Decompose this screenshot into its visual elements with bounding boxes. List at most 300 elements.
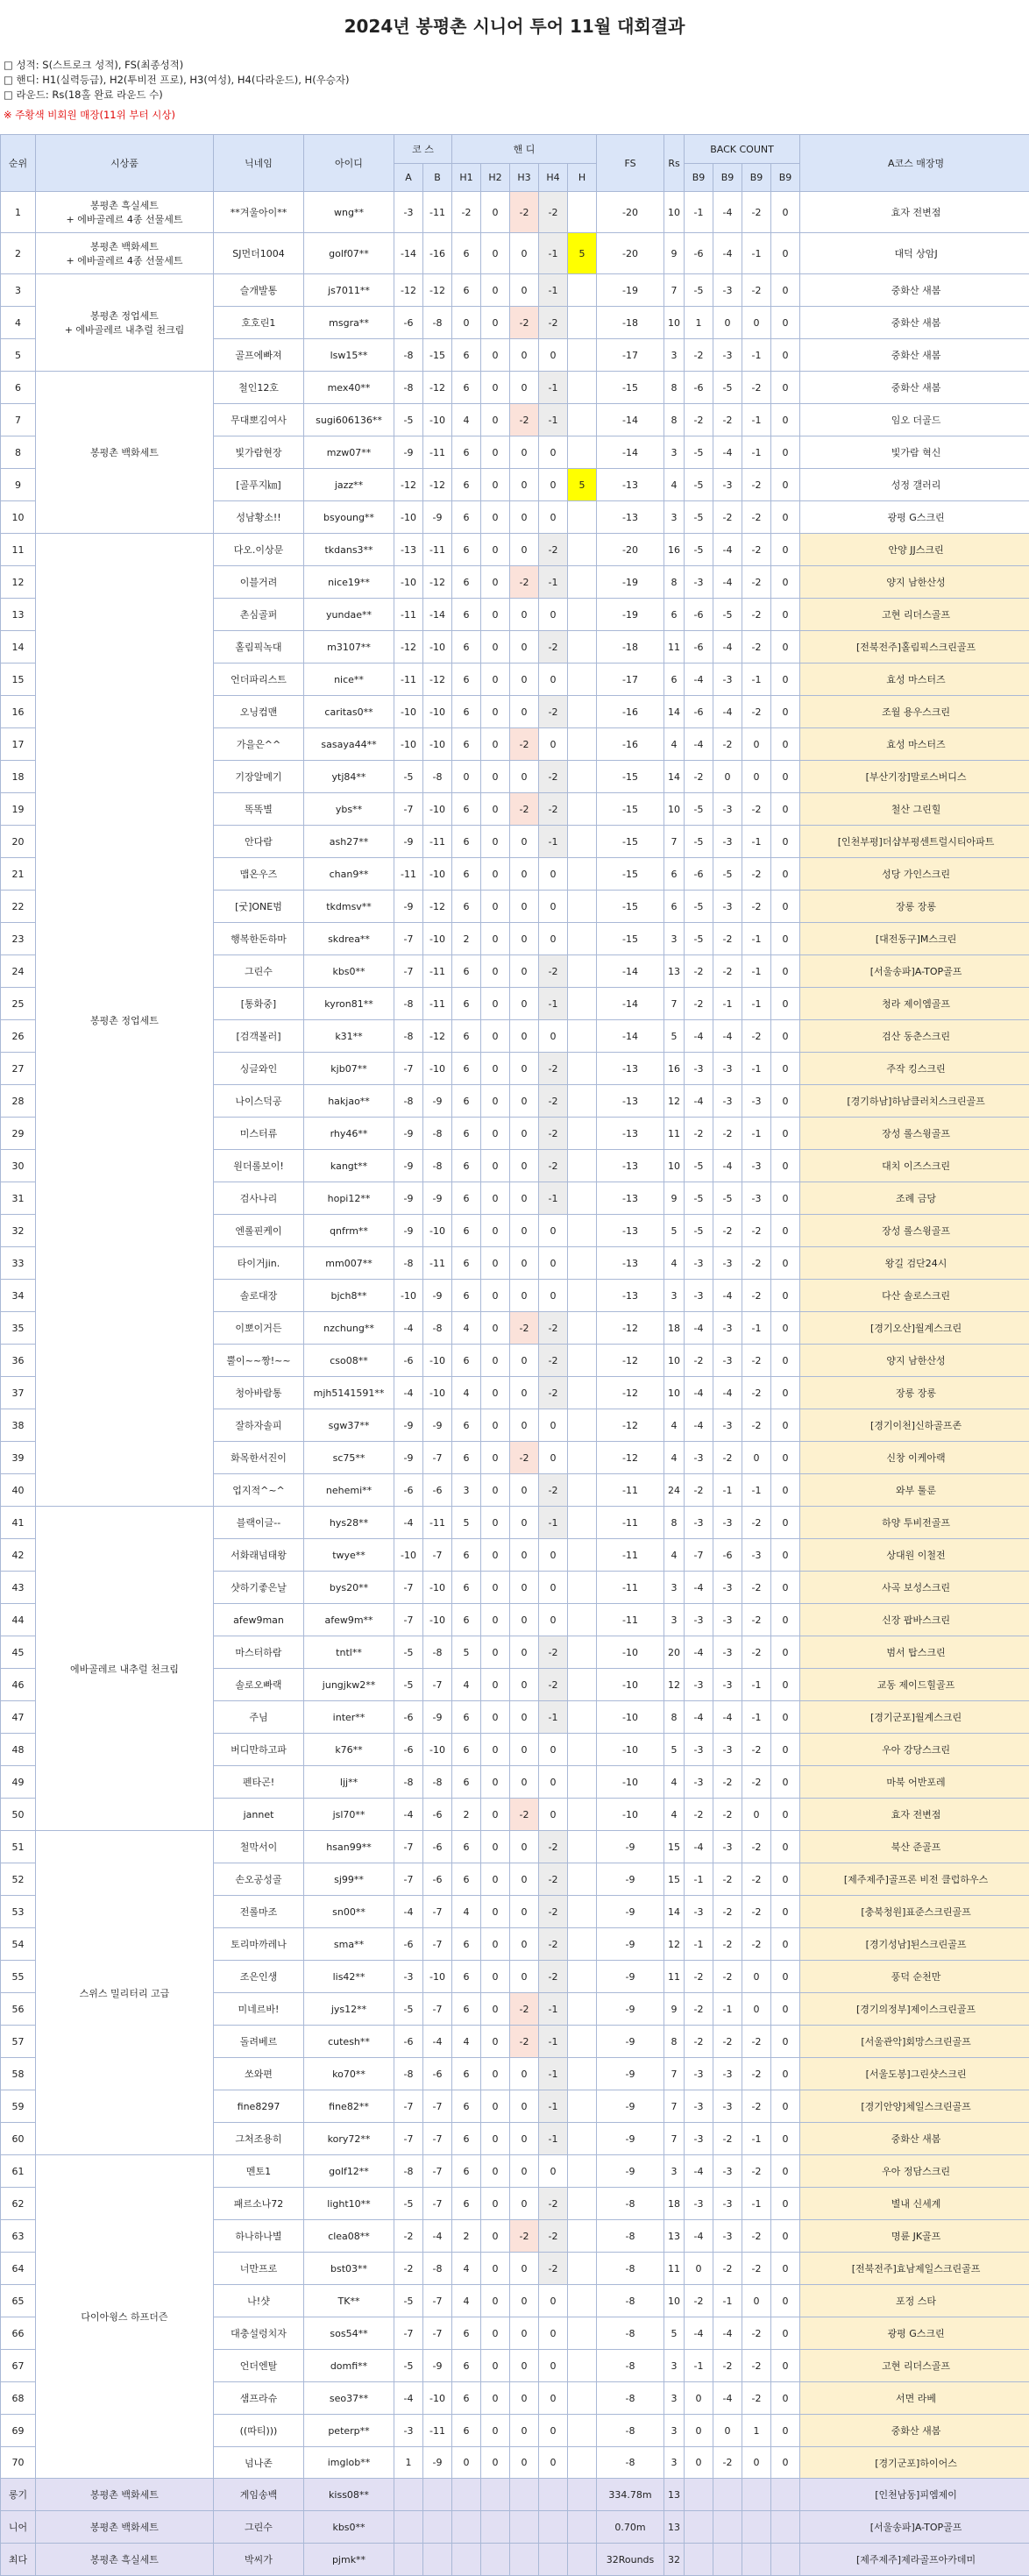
- course-a-cell: -6: [394, 2026, 423, 2058]
- nickname-cell: 넘나존: [214, 2447, 304, 2479]
- h3-cell: 0: [510, 2415, 539, 2447]
- course-a-cell: -5: [394, 2188, 423, 2220]
- h4-cell: 0: [539, 664, 568, 696]
- h4-cell: -2: [539, 1345, 568, 1377]
- id-cell: msgra**: [304, 307, 394, 339]
- h2-cell: 0: [481, 436, 510, 469]
- b9-cell: -2: [713, 1442, 742, 1474]
- winner-h-cell: [568, 1280, 597, 1312]
- course-a-cell: -5: [394, 1993, 423, 2026]
- b9-cell: -1: [742, 404, 771, 436]
- h3-cell: 0: [510, 923, 539, 955]
- rs-cell: 6: [664, 858, 685, 891]
- rank-cell: 21: [1, 858, 36, 891]
- note-score: □ 성적: S(스트로크 성적), FS(최종성적): [4, 58, 350, 73]
- course-b-cell: -8: [423, 1150, 452, 1182]
- nickname-cell: afew9man: [214, 1604, 304, 1636]
- b9-cell: 0: [771, 1896, 800, 1928]
- b9-cell: -1: [713, 1993, 742, 2026]
- h2-cell: 0: [481, 1442, 510, 1474]
- nickname-cell: 패르소나72: [214, 2188, 304, 2220]
- nickname-cell: 서화래넘태왕: [214, 1539, 304, 1572]
- fs-cell: -17: [597, 664, 664, 696]
- b9-cell: 0: [771, 1993, 800, 2026]
- rs-cell: 8: [664, 404, 685, 436]
- h2-cell: 0: [481, 1409, 510, 1442]
- h1-cell: 6: [452, 599, 481, 631]
- nickname-cell: [골푸지㎞]: [214, 469, 304, 501]
- h4-cell: -2: [539, 2220, 568, 2253]
- h4-cell: 0: [539, 436, 568, 469]
- h3-cell: 0: [510, 1507, 539, 1539]
- rank-cell: 2: [1, 233, 36, 274]
- h1-cell: 6: [452, 372, 481, 404]
- rank-cell: 57: [1, 2026, 36, 2058]
- b9-cell: 0: [771, 2123, 800, 2155]
- nickname-cell: 오닝컴맨: [214, 696, 304, 728]
- store-cell: [경기하남]하남클러치스크린골프: [800, 1085, 1029, 1118]
- winner-h-cell: [568, 2415, 597, 2447]
- b9-cell: -2: [713, 1215, 742, 1247]
- rank-cell: 60: [1, 2123, 36, 2155]
- h2-cell: 0: [481, 1280, 510, 1312]
- b9-cell: 0: [771, 339, 800, 372]
- fs-cell: -19: [597, 566, 664, 599]
- h1-cell: 4: [452, 1377, 481, 1409]
- winner-h-cell: [568, 2447, 597, 2479]
- winner-h-cell: [568, 192, 597, 233]
- course-a-cell: -8: [394, 1247, 423, 1280]
- winner-h-cell: [568, 2220, 597, 2253]
- store-cell: 효성 마스터즈: [800, 728, 1029, 761]
- h1-cell: 4: [452, 1669, 481, 1701]
- rank-cell: 65: [1, 2285, 36, 2317]
- course-b-cell: -6: [423, 1799, 452, 1831]
- fs-cell: -13: [597, 1215, 664, 1247]
- b9-cell: -5: [685, 1150, 713, 1182]
- store-cell: 청라 제이엠골프: [800, 988, 1029, 1020]
- h1-cell: 6: [452, 891, 481, 923]
- nickname-cell: 그린수: [214, 2511, 304, 2544]
- id-cell: inter**: [304, 1701, 394, 1734]
- store-cell: 중화산 새봄: [800, 307, 1029, 339]
- h2-cell: 0: [481, 631, 510, 664]
- b9-cell: -2: [742, 192, 771, 233]
- fs-cell: -20: [597, 192, 664, 233]
- winner-h-cell: [568, 2155, 597, 2188]
- store-cell: 조례 금당: [800, 1182, 1029, 1215]
- winner-h-cell: [568, 923, 597, 955]
- b9-cell: 0: [771, 274, 800, 307]
- winner-h-cell: [568, 1928, 597, 1961]
- fs-cell: -18: [597, 307, 664, 339]
- course-a-cell: -5: [394, 1669, 423, 1701]
- header-b9-3: B9: [742, 164, 771, 192]
- h3-cell: 0: [510, 1928, 539, 1961]
- b9-cell: 0: [742, 307, 771, 339]
- h4-cell: 0: [539, 923, 568, 955]
- course-a-cell: -14: [394, 233, 423, 274]
- rank-cell: 66: [1, 2317, 36, 2350]
- course-b-cell: -14: [423, 599, 452, 631]
- id-cell: mex40**: [304, 372, 394, 404]
- h1-cell: 6: [452, 339, 481, 372]
- fs-cell: -8: [597, 2447, 664, 2479]
- b9-cell: -3: [685, 1053, 713, 1085]
- h2-cell: 0: [481, 404, 510, 436]
- b9-cell: -2: [742, 1409, 771, 1442]
- b9-cell: -3: [685, 1734, 713, 1766]
- winner-h-cell: [568, 1150, 597, 1182]
- rank-cell: 64: [1, 2253, 36, 2285]
- h3-cell: 0: [510, 436, 539, 469]
- notes: [4, 58, 350, 123]
- rank-cell: 17: [1, 728, 36, 761]
- rs-cell: 10: [664, 1150, 685, 1182]
- h1-cell: 6: [452, 2415, 481, 2447]
- h2-cell: 0: [481, 1118, 510, 1150]
- header-h1: H1: [452, 164, 481, 192]
- fs-cell: -11: [597, 1604, 664, 1636]
- course-b-cell: -9: [423, 1182, 452, 1215]
- h3-cell: 0: [510, 274, 539, 307]
- store-cell: 사곡 보성스크린: [800, 1572, 1029, 1604]
- h3-cell: -2: [510, 2220, 539, 2253]
- b9-cell: -3: [713, 2058, 742, 2090]
- course-b-cell: -10: [423, 1734, 452, 1766]
- b9-cell: 0: [771, 923, 800, 955]
- b9-cell: -2: [713, 1766, 742, 1799]
- b9-cell: 0: [771, 534, 800, 566]
- nickname-cell: 게임송백: [214, 2479, 304, 2511]
- h1-cell: 6: [452, 1215, 481, 1247]
- store-cell: [대전동구]M스크린: [800, 923, 1029, 955]
- h3-cell: -2: [510, 2026, 539, 2058]
- h1-cell: 6: [452, 1150, 481, 1182]
- winner-h-cell: [568, 1993, 597, 2026]
- b9-cell: -4: [685, 728, 713, 761]
- store-cell: 효자 전변점: [800, 192, 1029, 233]
- course-a-cell: -9: [394, 1409, 423, 1442]
- b9-cell: -3: [742, 1182, 771, 1215]
- rs-cell: 4: [664, 1409, 685, 1442]
- store-cell: [경기군포]하이어스: [800, 2447, 1029, 2479]
- nickname-cell: 토리마까레나: [214, 1928, 304, 1961]
- h4-cell: -2: [539, 534, 568, 566]
- id-cell: imglob**: [304, 2447, 394, 2479]
- rs-cell: 9: [664, 1993, 685, 2026]
- winner-h-cell: [568, 2090, 597, 2123]
- b9-cell: -4: [685, 1020, 713, 1053]
- store-cell: 상대원 이철전: [800, 1539, 1029, 1572]
- nickname-cell: 무대뽀김여사: [214, 404, 304, 436]
- b9-cell: -2: [713, 1863, 742, 1896]
- h4-cell: -2: [539, 1312, 568, 1345]
- fs-cell: -9: [597, 1961, 664, 1993]
- id-cell: kangt**: [304, 1150, 394, 1182]
- b9-cell: 0: [771, 404, 800, 436]
- fs-cell: -9: [597, 1928, 664, 1961]
- b9-cell: -4: [713, 696, 742, 728]
- fs-cell: -15: [597, 793, 664, 826]
- nickname-cell: 조은인생: [214, 1961, 304, 1993]
- h1-cell: 6: [452, 2317, 481, 2350]
- b9-cell: -1: [685, 192, 713, 233]
- empty-cell: [423, 2544, 452, 2576]
- nickname-cell: **겨울아이**: [214, 192, 304, 233]
- course-a-cell: -5: [394, 2285, 423, 2317]
- b9-cell: -1: [742, 1118, 771, 1150]
- course-a-cell: -4: [394, 1896, 423, 1928]
- fs-cell: -13: [597, 1280, 664, 1312]
- course-b-cell: -10: [423, 1961, 452, 1993]
- winner-h-cell: [568, 372, 597, 404]
- rank-cell: 44: [1, 1604, 36, 1636]
- b9-cell: 0: [771, 1118, 800, 1150]
- h1-cell: 4: [452, 1896, 481, 1928]
- b9-cell: -1: [742, 2188, 771, 2220]
- course-b-cell: -7: [423, 1896, 452, 1928]
- winner-h-cell: [568, 1377, 597, 1409]
- h2-cell: 0: [481, 891, 510, 923]
- h2-cell: 0: [481, 664, 510, 696]
- table-row: [1, 372, 1029, 404]
- rank-cell: 38: [1, 1409, 36, 1442]
- h3-cell: 0: [510, 1377, 539, 1409]
- h1-cell: 2: [452, 2220, 481, 2253]
- store-cell: 마북 어반포레: [800, 1766, 1029, 1799]
- course-b-cell: -8: [423, 1766, 452, 1799]
- b9-cell: -2: [685, 404, 713, 436]
- store-cell: [경기군포]월계스크린: [800, 1701, 1029, 1734]
- b9-cell: -2: [713, 404, 742, 436]
- prize-cell: 봉평촌 흑실세트 + 에바골레르 4종 선물세트: [36, 192, 214, 233]
- winner-h-cell: [568, 1669, 597, 1701]
- course-b-cell: -10: [423, 1345, 452, 1377]
- rs-cell: 6: [664, 599, 685, 631]
- note-handicap: □ 핸디: H1(실력등급), H2(투비전 프로), H3(여성), H4(다라운드), H(우승자): [4, 73, 350, 88]
- b9-cell: -4: [713, 233, 742, 274]
- rank-cell: 9: [1, 469, 36, 501]
- course-b-cell: -9: [423, 1701, 452, 1734]
- nickname-cell: ((따티))): [214, 2415, 304, 2447]
- h1-cell: 6: [452, 1604, 481, 1636]
- course-b-cell: -10: [423, 728, 452, 761]
- b9-cell: -4: [685, 1636, 713, 1669]
- fs-cell: -9: [597, 2123, 664, 2155]
- b9-cell: -3: [685, 2058, 713, 2090]
- fs-cell: -12: [597, 1345, 664, 1377]
- rank-cell: 14: [1, 631, 36, 664]
- h2-cell: 0: [481, 1734, 510, 1766]
- rank-cell: 10: [1, 501, 36, 534]
- rs-cell: 12: [664, 1928, 685, 1961]
- nickname-cell: 엔롤핀케이: [214, 1215, 304, 1247]
- course-b-cell: -8: [423, 2253, 452, 2285]
- b9-cell: -5: [713, 1182, 742, 1215]
- b9-cell: 0: [685, 2415, 713, 2447]
- h2-cell: 0: [481, 1539, 510, 1572]
- special-award-row: [1, 2511, 1029, 2544]
- h1-cell: 6: [452, 1831, 481, 1863]
- rs-cell: 32: [664, 2544, 685, 2576]
- store-cell: 효성 마스터즈: [800, 664, 1029, 696]
- rs-cell: 10: [664, 793, 685, 826]
- b9-cell: -2: [685, 1118, 713, 1150]
- id-cell: wng**: [304, 192, 394, 233]
- empty-cell: [568, 2479, 597, 2511]
- b9-cell: -2: [742, 1247, 771, 1280]
- id-cell: bys20**: [304, 1572, 394, 1604]
- h1-cell: 6: [452, 2188, 481, 2220]
- header-a: A: [394, 164, 423, 192]
- rank-cell: 3: [1, 274, 36, 307]
- h3-cell: 0: [510, 1572, 539, 1604]
- course-b-cell: -4: [423, 2026, 452, 2058]
- b9-cell: 0: [771, 1215, 800, 1247]
- b9-cell: 0: [771, 891, 800, 923]
- rs-cell: 10: [664, 192, 685, 233]
- h2-cell: 0: [481, 534, 510, 566]
- store-cell: 중화산 새봄: [800, 2123, 1029, 2155]
- prize-cell: 봉평촌 정업세트: [36, 534, 214, 1507]
- b9-cell: 0: [771, 1636, 800, 1669]
- h1-cell: 6: [452, 436, 481, 469]
- h3-cell: 0: [510, 2447, 539, 2479]
- h4-cell: -2: [539, 1863, 568, 1896]
- rs-cell: 5: [664, 1215, 685, 1247]
- id-cell: hys28**: [304, 1507, 394, 1539]
- store-cell: [부산기장]말로스버디스: [800, 761, 1029, 793]
- h4-cell: -1: [539, 1701, 568, 1734]
- nickname-cell: 잘하자솔피: [214, 1409, 304, 1442]
- store-cell: 장성 롤스윙골프: [800, 1215, 1029, 1247]
- b9-cell: 0: [771, 1345, 800, 1377]
- empty-cell: [539, 2544, 568, 2576]
- h2-cell: 0: [481, 2220, 510, 2253]
- b9-cell: -2: [742, 2026, 771, 2058]
- nickname-cell: 나!샷: [214, 2285, 304, 2317]
- store-cell: 광평 G스크린: [800, 501, 1029, 534]
- prize-cell: 봉평촌 정업세트 + 에바골레르 내추럴 천크림: [36, 274, 214, 372]
- b9-cell: 0: [771, 2317, 800, 2350]
- b9-cell: -1: [713, 988, 742, 1020]
- h3-cell: -2: [510, 1993, 539, 2026]
- h3-cell: 0: [510, 955, 539, 988]
- rs-cell: 9: [664, 233, 685, 274]
- fs-cell: -14: [597, 955, 664, 988]
- h4-cell: 0: [539, 2285, 568, 2317]
- b9-cell: -2: [713, 1928, 742, 1961]
- id-cell: nice19**: [304, 566, 394, 599]
- rank-cell: 30: [1, 1150, 36, 1182]
- id-cell: bsyoung**: [304, 501, 394, 534]
- course-b-cell: -12: [423, 372, 452, 404]
- b9-cell: -2: [742, 1928, 771, 1961]
- b9-cell: -1: [742, 339, 771, 372]
- rank-cell: 5: [1, 339, 36, 372]
- h3-cell: 0: [510, 1085, 539, 1118]
- course-a-cell: -13: [394, 534, 423, 566]
- b9-cell: 0: [742, 1442, 771, 1474]
- h3-cell: 0: [510, 2285, 539, 2317]
- b9-cell: -5: [685, 1215, 713, 1247]
- course-a-cell: -8: [394, 372, 423, 404]
- h4-cell: 0: [539, 1280, 568, 1312]
- winner-h-cell: [568, 761, 597, 793]
- nickname-cell: 대충설렁치자: [214, 2317, 304, 2350]
- store-cell: [서울관악]회망스크린골프: [800, 2026, 1029, 2058]
- h2-cell: 0: [481, 1993, 510, 2026]
- nickname-cell: fine8297: [214, 2090, 304, 2123]
- b9-cell: -4: [713, 1150, 742, 1182]
- h2-cell: 0: [481, 339, 510, 372]
- course-b-cell: -12: [423, 891, 452, 923]
- h3-cell: 0: [510, 858, 539, 891]
- id-cell: kbs0**: [304, 2511, 394, 2544]
- winner-h-cell: [568, 307, 597, 339]
- course-a-cell: -11: [394, 599, 423, 631]
- h2-cell: 0: [481, 2382, 510, 2415]
- rank-cell: 24: [1, 955, 36, 988]
- empty-cell: [452, 2511, 481, 2544]
- fs-cell: -13: [597, 1085, 664, 1118]
- h1-cell: 4: [452, 404, 481, 436]
- header-b9-2: B9: [713, 164, 742, 192]
- rank-cell: 59: [1, 2090, 36, 2123]
- store-cell: 풍덕 순천만: [800, 1961, 1029, 1993]
- winner-h-cell: [568, 1766, 597, 1799]
- b9-cell: 0: [771, 955, 800, 988]
- fs-cell: -14: [597, 404, 664, 436]
- rs-cell: 4: [664, 1247, 685, 1280]
- h2-cell: 0: [481, 793, 510, 826]
- h1-cell: 6: [452, 501, 481, 534]
- b9-cell: -1: [713, 1474, 742, 1507]
- rs-cell: 3: [664, 2350, 685, 2382]
- b9-cell: -3: [742, 1150, 771, 1182]
- h3-cell: 0: [510, 2253, 539, 2285]
- rs-cell: 8: [664, 372, 685, 404]
- store-cell: 조월 용우스크린: [800, 696, 1029, 728]
- rs-cell: 11: [664, 2253, 685, 2285]
- b9-cell: -1: [742, 233, 771, 274]
- rank-cell: 29: [1, 1118, 36, 1150]
- b9-cell: -4: [713, 631, 742, 664]
- h3-cell: 0: [510, 2382, 539, 2415]
- rs-cell: 12: [664, 1669, 685, 1701]
- store-cell: 중화산 새봄: [800, 372, 1029, 404]
- winner-h-cell: [568, 436, 597, 469]
- b9-cell: -2: [685, 1345, 713, 1377]
- rs-cell: 3: [664, 1604, 685, 1636]
- b9-cell: -3: [713, 2090, 742, 2123]
- b9-cell: -2: [685, 988, 713, 1020]
- course-a-cell: -3: [394, 192, 423, 233]
- course-b-cell: -9: [423, 1280, 452, 1312]
- h1-cell: 6: [452, 955, 481, 988]
- header-b9-1: B9: [685, 164, 713, 192]
- b9-cell: 0: [771, 2058, 800, 2090]
- h1-cell: 6: [452, 1345, 481, 1377]
- id-cell: ash27**: [304, 826, 394, 858]
- rank-cell: 62: [1, 2188, 36, 2220]
- h3-cell: -2: [510, 192, 539, 233]
- header-handicap: 핸 디: [452, 135, 597, 164]
- course-b-cell: -15: [423, 339, 452, 372]
- h1-cell: 2: [452, 923, 481, 955]
- id-cell: sj99**: [304, 1863, 394, 1896]
